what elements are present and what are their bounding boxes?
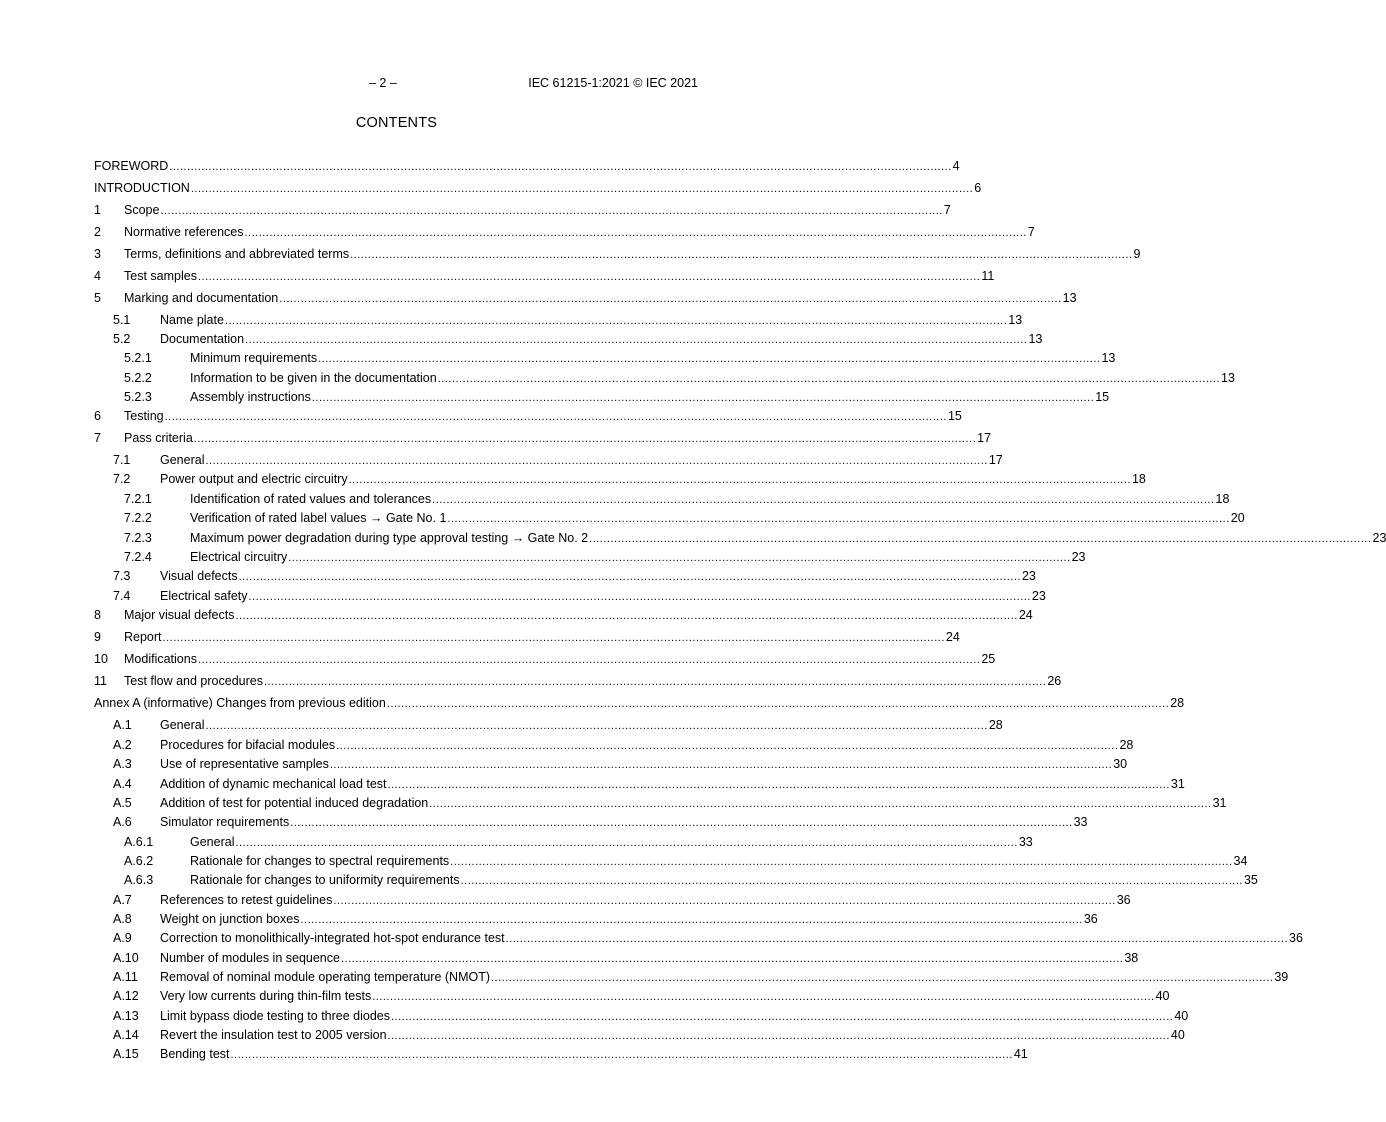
toc-entry-title: INTRODUCTION xyxy=(94,181,190,195)
toc-entry-title: Marking and documentation xyxy=(124,291,279,305)
toc-entry-page: 20 xyxy=(1230,511,1245,525)
toc-entry[interactable] xyxy=(94,530,1386,547)
toc-dot-leader: ............................................................................................................................................................................................................................ xyxy=(162,632,945,644)
toc-entry-number: 8 xyxy=(94,608,101,622)
toc-entry[interactable] xyxy=(94,651,996,668)
toc-entry[interactable] xyxy=(94,756,1128,773)
toc-dot-leader: ............................................................................................................................................................................................................................ xyxy=(589,533,1372,545)
toc-dot-leader: ............................................................................................................................................................................................................................ xyxy=(248,591,1031,603)
toc-entry-page: 7 xyxy=(1027,225,1035,239)
toc-entry-page: 40 xyxy=(1170,1028,1185,1042)
toc-entry-title: Minimum requirements xyxy=(190,351,318,365)
toc-entry-number: 5.2.1 xyxy=(124,351,152,365)
toc-entry-title: Scope xyxy=(124,203,160,217)
toc-entry-title: Removal of nominal module operating temperature (NMOT) xyxy=(160,970,490,984)
toc-entry-page: 13 xyxy=(1028,332,1043,346)
toc-entry-page: 26 xyxy=(1047,674,1062,688)
toc-entry[interactable] xyxy=(94,1008,1189,1025)
toc-entry-title: Electrical circuitry xyxy=(190,550,288,564)
toc-entry-page: 13 xyxy=(1062,291,1077,305)
toc-entry-title: Addition of dynamic mechanical load test xyxy=(160,777,387,791)
toc-entry-page: 9 xyxy=(1133,247,1141,261)
toc-entry[interactable] xyxy=(94,988,1170,1005)
toc-dot-leader: ............................................................................................................................................................................................................................ xyxy=(160,205,943,217)
toc-entry-title: Test flow and procedures xyxy=(124,674,263,688)
toc-entry[interactable] xyxy=(94,290,1077,307)
toc-entry-page: 7 xyxy=(943,203,951,217)
toc-entry[interactable] xyxy=(94,430,992,447)
toc-dot-leader: ............................................................................................................................................................................................................................ xyxy=(329,759,1113,771)
toc-entry-page: 15 xyxy=(947,409,962,423)
toc-entry-number: 7.2.1 xyxy=(124,492,152,506)
toc-entry[interactable] xyxy=(94,471,1146,488)
toc-entry-number: 5.2.2 xyxy=(124,371,152,385)
toc-entry-number: 7.2 xyxy=(113,472,131,486)
toc-entry-title: Procedures for bifacial modules xyxy=(160,738,336,752)
toc-entry[interactable] xyxy=(94,629,960,646)
toc-entry-number: A.5 xyxy=(113,796,132,810)
toc-dot-leader: ............................................................................................................................................................................................................................ xyxy=(372,991,1155,1003)
toc-dot-leader: ............................................................................................................................................................................................................................ xyxy=(279,293,1062,305)
toc-entry-number: 7.3 xyxy=(113,569,131,583)
toc-entry-page: 28 xyxy=(1170,696,1185,710)
toc-dot-leader: ............................................................................................................................................................................................................................ xyxy=(244,227,1027,239)
toc-entry-title: Visual defects xyxy=(160,569,238,583)
toc-entry-page: 38 xyxy=(1124,951,1139,965)
toc-entry-title: Use of representative samples xyxy=(160,757,329,771)
toc-entry-page: 13 xyxy=(1101,351,1116,365)
toc-entry-page: 23 xyxy=(1021,569,1036,583)
toc-dot-leader: ............................................................................................................................................................................................................................ xyxy=(387,1030,1170,1042)
toc-entry[interactable] xyxy=(94,673,1062,690)
toc-entry-number: A.6.1 xyxy=(124,835,154,849)
toc-entry-page: 6 xyxy=(974,181,982,195)
toc-entry[interactable] xyxy=(94,1027,1185,1044)
toc-entry[interactable] xyxy=(94,834,1033,851)
toc-dot-leader: ............................................................................................................................................................................................................................ xyxy=(238,571,1021,583)
toc-entry-number: 5.2.3 xyxy=(124,390,152,404)
toc-entry-page: 36 xyxy=(1116,893,1131,907)
toc-entry-title: Documentation xyxy=(160,332,245,346)
toc-entry-number: 5 xyxy=(94,291,101,305)
toc-entry-title: Number of modules in sequence xyxy=(160,951,340,965)
toc-entry-number: 5.2 xyxy=(113,332,131,346)
toc-entry-number: A.6.2 xyxy=(124,854,154,868)
toc-dot-leader: ............................................................................................................................................................................................................................ xyxy=(193,433,977,445)
toc-entry-title: Addition of test for potential induced degradation xyxy=(160,796,429,810)
toc-dot-leader: ............................................................................................................................................................................................................................ xyxy=(429,798,1212,810)
toc-entry[interactable] xyxy=(94,568,1036,585)
toc-entry[interactable] xyxy=(94,607,1033,624)
contents-title: CONTENTS xyxy=(355,115,438,131)
page-number: – 2 – xyxy=(369,76,397,90)
toc-dot-leader: ............................................................................................................................................................................................................................ xyxy=(197,271,981,283)
toc-dot-leader: ............................................................................................................................................................................................................................ xyxy=(230,1049,1013,1061)
toc-entry[interactable] xyxy=(94,911,1098,928)
toc-entry-number: A.4 xyxy=(113,777,132,791)
toc-entry-number: A.13 xyxy=(113,1009,139,1023)
toc-entry-page: 28 xyxy=(1119,738,1134,752)
toc-entry-number: 3 xyxy=(94,247,101,261)
toc-entry[interactable] xyxy=(94,814,1088,831)
toc-entry-title: Annex A (informative) Changes from previous edition xyxy=(94,696,386,710)
toc-dot-leader: ............................................................................................................................................................................................................................ xyxy=(437,373,1221,385)
toc-entry[interactable] xyxy=(94,268,995,285)
toc-entry-title: Verification of rated label values → Gate No. 1 xyxy=(190,511,447,525)
toc-entry-number: 2 xyxy=(94,225,101,239)
toc-dot-leader: ............................................................................................................................................................................................................................ xyxy=(391,1011,1174,1023)
toc-entry-title: Modifications xyxy=(124,652,197,666)
toc-entry-title: FOREWORD xyxy=(94,159,169,173)
toc-entry-title: Weight on junction boxes xyxy=(160,912,300,926)
toc-dot-leader: ............................................................................................................................................................................................................................ xyxy=(336,740,1119,752)
toc-entry[interactable] xyxy=(94,776,1185,793)
toc-entry-title: Power output and electric circuitry xyxy=(160,472,348,486)
toc-entry[interactable] xyxy=(94,312,1023,329)
toc-entry-page: 18 xyxy=(1215,492,1230,506)
toc-entry-page: 13 xyxy=(1221,371,1235,385)
toc-entry-number: 7.2.3 xyxy=(124,531,152,545)
toc-entry-page: 40 xyxy=(1155,989,1170,1003)
toc-entry-title: Testing xyxy=(124,409,164,423)
toc-dot-leader: ............................................................................................................................................................................................................................ xyxy=(318,353,1101,365)
toc-dot-leader: ............................................................................................................................................................................................................................ xyxy=(164,411,947,423)
toc-entry-title: Information to be given in the documentation xyxy=(190,371,437,385)
toc-entry-number: 5.1 xyxy=(113,313,131,327)
toc-entry-number: 7.2.4 xyxy=(124,550,152,564)
toc-entry[interactable] xyxy=(94,408,962,425)
toc-entry-number: A.3 xyxy=(113,757,132,771)
toc-entry-page: 40 xyxy=(1174,1009,1189,1023)
toc-dot-leader: ............................................................................................................................................................................................................................ xyxy=(432,494,1215,506)
toc-dot-leader: ............................................................................................................................................................................................................................ xyxy=(387,779,1170,791)
toc-entry-number: 7 xyxy=(94,431,101,445)
toc-entry-title: Identification of rated values and tolerances xyxy=(190,492,432,506)
toc-entry-page: 23 xyxy=(1071,550,1086,564)
toc-dot-leader: ............................................................................................................................................................................................................................ xyxy=(205,720,988,732)
toc-entry-page: 17 xyxy=(977,431,992,445)
toc-entry[interactable] xyxy=(94,737,1134,754)
toc-entry-number: A.15 xyxy=(113,1047,139,1061)
toc-entry[interactable] xyxy=(94,202,951,219)
toc-entry-title: Rationale for changes to uniformity requirements xyxy=(190,873,460,887)
toc-entry-number: A.9 xyxy=(113,931,132,945)
standard-reference: IEC 61215-1:2021 © IEC 2021 xyxy=(528,76,698,90)
toc-entry-title: Very low currents during thin-film tests xyxy=(160,989,372,1003)
toc-entry-number: 9 xyxy=(94,630,101,644)
toc-entry-number: A.8 xyxy=(113,912,132,926)
toc-dot-leader: ............................................................................................................................................................................................................................ xyxy=(460,875,1243,887)
toc-entry-number: A.11 xyxy=(113,970,138,984)
toc-entry[interactable] xyxy=(94,452,1003,469)
toc-entry-number: A.1 xyxy=(113,718,132,732)
toc-entry-page: 11 xyxy=(981,269,995,283)
toc-entry[interactable] xyxy=(94,180,982,197)
toc-entry[interactable] xyxy=(94,930,1303,947)
toc-dot-leader: ............................................................................................................................................................................................................................ xyxy=(290,817,1073,829)
toc-entry-page: 30 xyxy=(1113,757,1128,771)
toc-entry-number: A.7 xyxy=(113,893,132,907)
toc-entry[interactable] xyxy=(94,224,1035,241)
toc-dot-leader: ............................................................................................................................................................................................................................ xyxy=(350,249,1133,261)
toc-entry-number: 7.1 xyxy=(113,453,131,467)
toc-dot-leader: ............................................................................................................................................................................................................................ xyxy=(333,895,1116,907)
toc-entry-page: 15 xyxy=(1095,390,1110,404)
toc-entry-page: 23 xyxy=(1372,531,1386,545)
toc-dot-leader: ............................................................................................................................................................................................................................ xyxy=(245,334,1028,346)
toc-entry-page: 36 xyxy=(1289,931,1303,945)
toc-entry[interactable] xyxy=(94,950,1139,967)
toc-entry-number: 4 xyxy=(94,269,101,283)
toc-entry-page: 24 xyxy=(1018,608,1033,622)
toc-entry[interactable] xyxy=(94,795,1227,812)
toc-entry-number: A.2 xyxy=(113,738,132,752)
toc-entry[interactable] xyxy=(94,717,1003,734)
toc-entry-page: 34 xyxy=(1233,854,1248,868)
toc-entry[interactable] xyxy=(94,350,1116,367)
toc-entry[interactable] xyxy=(94,491,1230,508)
toc-dot-leader: ............................................................................................................................................................................................................................ xyxy=(169,161,952,173)
toc-dot-leader: ............................................................................................................................................................................................................................ xyxy=(288,552,1071,564)
toc-entry-number: 1 xyxy=(94,203,101,217)
toc-entry-page: 24 xyxy=(945,630,960,644)
toc-entry[interactable] xyxy=(94,510,1245,527)
toc-entry-title: Simulator requirements xyxy=(160,815,290,829)
toc-entry-page: 31 xyxy=(1170,777,1185,791)
toc-entry-title: Electrical safety xyxy=(160,589,248,603)
toc-entry-number: A.6 xyxy=(113,815,132,829)
toc-entry[interactable] xyxy=(94,370,1235,387)
toc-dot-leader: ............................................................................................................................................................................................................................ xyxy=(311,392,1095,404)
toc-entry-page: 23 xyxy=(1031,589,1046,603)
toc-entry-page: 41 xyxy=(1013,1047,1028,1061)
toc-entry-title: Maximum power degradation during type approval testing → Gate No. 2 xyxy=(190,531,589,545)
toc-entry-number: A.14 xyxy=(113,1028,139,1042)
toc-entry-title: Report xyxy=(124,630,162,644)
toc-dot-leader: ............................................................................................................................................................................................................................ xyxy=(300,914,1083,926)
toc-entry-page: 36 xyxy=(1083,912,1098,926)
toc-entry[interactable] xyxy=(94,549,1086,566)
toc-entry-page: 17 xyxy=(988,453,1003,467)
toc-entry-number: 11 xyxy=(94,674,107,688)
toc-entry-title: Terms, definitions and abbreviated terms xyxy=(124,247,350,261)
toc-entry-title: General xyxy=(190,835,235,849)
toc-entry-title: Test samples xyxy=(124,269,197,283)
toc-entry[interactable] xyxy=(94,853,1248,870)
toc-entry-number: 7.4 xyxy=(113,589,131,603)
toc-entry-title: Limit bypass diode testing to three diodes xyxy=(160,1009,390,1023)
toc-entry-number: 6 xyxy=(94,409,101,423)
toc-entry[interactable] xyxy=(94,158,960,175)
toc-entry-page: 33 xyxy=(1073,815,1088,829)
toc-entry-title: Normative references xyxy=(124,225,244,239)
toc-entry-title: Assembly instructions xyxy=(190,390,311,404)
toc-entry-page: 25 xyxy=(981,652,996,666)
toc-entry-page: 4 xyxy=(952,159,960,173)
toc-entry-title: General xyxy=(160,453,205,467)
toc-entry-number: 7.2.2 xyxy=(124,511,152,525)
toc-entry-title: Revert the insulation test to 2005 version xyxy=(160,1028,387,1042)
toc-dot-leader: ............................................................................................................................................................................................................................ xyxy=(235,610,1018,622)
toc-entry-title: Pass criteria xyxy=(124,431,193,445)
toc-dot-leader: ............................................................................................................................................................................................................................ xyxy=(450,856,1233,868)
toc-entry[interactable] xyxy=(94,892,1131,909)
toc-entry[interactable] xyxy=(94,246,1141,263)
toc-entry-number: A.10 xyxy=(113,951,139,965)
toc-entry-page: 28 xyxy=(988,718,1003,732)
toc-dot-leader: ............................................................................................................................................................................................................................ xyxy=(340,953,1124,965)
toc-entry-number: 10 xyxy=(94,652,108,666)
toc-dot-leader: ............................................................................................................................................................................................................................ xyxy=(205,455,988,467)
toc-dot-leader: ............................................................................................................................................................................................................................ xyxy=(491,972,1274,984)
toc-dot-leader: ............................................................................................................................................................................................................................ xyxy=(447,513,1230,525)
toc-entry-page: 13 xyxy=(1008,313,1023,327)
toc-entry-page: 31 xyxy=(1212,796,1227,810)
toc-entry-page: 33 xyxy=(1018,835,1033,849)
toc-entry[interactable] xyxy=(94,969,1289,986)
toc-entry-page: 18 xyxy=(1131,472,1146,486)
toc-entry-title: Bending test xyxy=(160,1047,230,1061)
toc-entry[interactable] xyxy=(94,1046,1028,1063)
toc-entry-title: Major visual defects xyxy=(124,608,235,622)
toc-dot-leader: ............................................................................................................................................................................................................................ xyxy=(224,315,1008,327)
toc-entry[interactable] xyxy=(94,695,1185,712)
toc-entry-title: References to retest guidelines xyxy=(160,893,333,907)
toc-entry[interactable] xyxy=(94,331,1043,348)
toc-entry-title: Name plate xyxy=(160,313,224,327)
toc-dot-leader: ............................................................................................................................................................................................................................ xyxy=(190,183,974,195)
toc-dot-leader: ............................................................................................................................................................................................................................ xyxy=(235,837,1018,849)
toc-dot-leader: ............................................................................................................................................................................................................................ xyxy=(386,698,1170,710)
toc-dot-leader: ............................................................................................................................................................................................................................ xyxy=(263,676,1047,688)
toc-entry[interactable] xyxy=(94,588,1046,605)
toc-entry-page: 35 xyxy=(1243,873,1258,887)
toc-entry-title: Correction to monolithically-integrated hot-spot endurance test xyxy=(160,931,505,945)
toc-dot-leader: ............................................................................................................................................................................................................................ xyxy=(348,474,1131,486)
toc-entry-title: Rationale for changes to spectral requirements xyxy=(190,854,450,868)
toc-dot-leader: ............................................................................................................................................................................................................................ xyxy=(505,933,1288,945)
toc-entry-title: General xyxy=(160,718,205,732)
toc-entry[interactable] xyxy=(94,872,1258,889)
toc-dot-leader: ............................................................................................................................................................................................................................ xyxy=(197,654,981,666)
toc-entry[interactable] xyxy=(94,389,1110,406)
toc-entry-page: 39 xyxy=(1274,970,1289,984)
toc-entry-number: A.12 xyxy=(113,989,139,1003)
page-header xyxy=(94,76,698,92)
toc-entry-number: A.6.3 xyxy=(124,873,154,887)
